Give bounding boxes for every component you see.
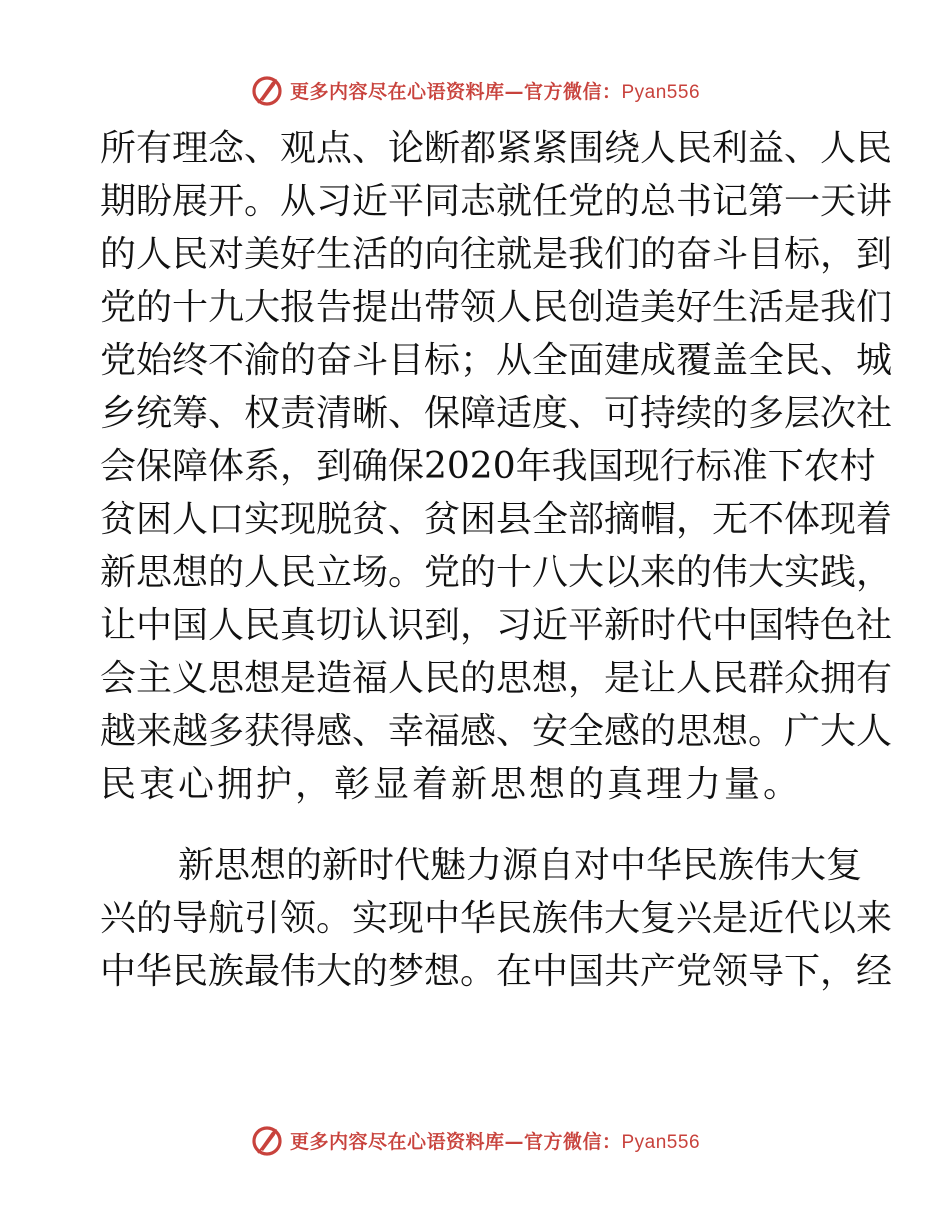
paragraph	[100, 839, 893, 998]
text-line: 兴的导航引领。实现中华民族伟大复兴是近代以来	[100, 898, 893, 939]
text-line: 中华民族最伟大的梦想。在中国共产党领导下，经	[100, 951, 893, 992]
text-line: 越来越多获得感、幸福感、安全感的思想。广大人	[100, 711, 893, 752]
document-body	[100, 122, 893, 998]
text-line: 所有理念、观点、论断都紧紧围绕人民利益、人民	[100, 128, 893, 169]
quill-pen-icon	[250, 73, 284, 107]
paragraph	[100, 122, 893, 811]
quill-pen-icon	[250, 1123, 284, 1157]
watermark-text: 更多内容尽在心语资料库—官方微信：Pyan556	[289, 1130, 701, 1153]
watermark-text: 更多内容尽在心语资料库—官方微信：Pyan556	[289, 80, 701, 103]
text-line: 期盼展开。从习近平同志就任党的总书记第一天讲	[100, 181, 893, 222]
text-line: 会主义思想是造福人民的思想，是让人民群众拥有	[100, 658, 893, 699]
paragraph-spacing	[100, 811, 850, 839]
text-line: 贫困人口实现脱贫、贫困县全部摘帽，无不体现着	[100, 499, 893, 540]
text-line: 新思想的人民立场。党的十八大以来的伟大实践，	[100, 552, 893, 593]
text-line: 让中国人民真切认识到，习近平新时代中国特色社	[100, 605, 893, 646]
text-line: 新思想的新时代魅力源自对中华民族伟大复	[178, 845, 863, 886]
text-line: 党始终不渝的奋斗目标；从全面建成覆盖全民、城	[100, 340, 893, 381]
text-line: 民衷心拥护，彰显着新思想的真理力量。	[100, 764, 803, 805]
footer-watermark	[0, 1120, 950, 1160]
text-line: 会保障体系，到确保2020年我国现行标准下农村	[100, 446, 876, 487]
text-line: 的人民对美好生活的向往就是我们的奋斗目标，到	[100, 234, 893, 275]
text-line: 乡统筹、权责清晰、保障适度、可持续的多层次社	[100, 393, 893, 434]
header-watermark	[0, 70, 950, 110]
text-line: 党的十九大报告提出带领人民创造美好生活是我们	[100, 287, 893, 328]
